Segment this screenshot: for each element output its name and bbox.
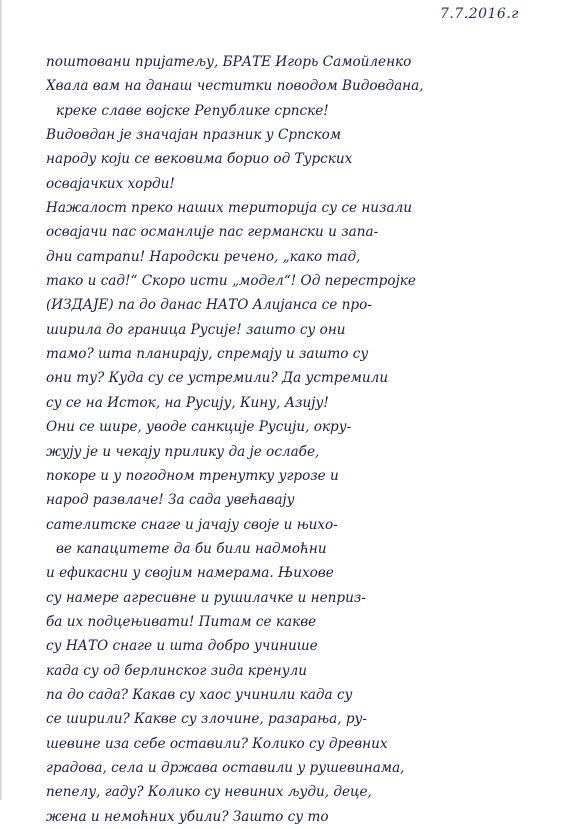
letter-line: Видовдан је значајан празник у Српском xyxy=(46,127,342,144)
letter-line: тамо? шта планирају, спремају и зашто су xyxy=(46,346,369,363)
letter-date: 7.7.2016.г xyxy=(440,6,519,22)
letter-line: поштовани пријатељу, БРАТЕ Игорь Самойленко xyxy=(46,54,412,70)
scan-edge-shadow xyxy=(0,0,3,800)
letter-line: и ефикасни у својим намерама. Њихове xyxy=(46,565,334,582)
letter-line: (ИЗДАЈЕ) па до данас НАТО Алијанса се про- xyxy=(46,297,372,314)
letter-line: су НАТО снаге и шта добро учинише xyxy=(46,638,318,655)
letter-line: ве капацитете да би били надмоћни xyxy=(56,540,327,557)
letter-line: Они се ширe, уводе санкције Русији, окру- xyxy=(46,419,352,436)
letter-body xyxy=(46,50,578,829)
letter-line: народу који се вековима борио од Турских xyxy=(46,151,353,168)
letter-line: градова, села и држава оставили у рушевинама, xyxy=(46,759,405,776)
letter-line: су намере агресивне и рушилачке и неприз- xyxy=(46,589,366,606)
letter-line: шевине иза себе оставили? Колико су древних xyxy=(46,735,388,752)
letter-line: се ширили? Какве су злочине, разарања, ру- xyxy=(46,711,368,728)
letter-line: Хвала вам на данаш честитки поводом Видовдана, xyxy=(46,78,424,95)
letter-line: када су од берлинског зида кренули xyxy=(46,662,308,679)
letter-line: жена и немоћних убили? Зашто су то xyxy=(46,808,329,825)
letter-line: они ту? Куда су се устремили? Да устремили xyxy=(46,370,389,387)
letter-line: сателитске снаге и јачају своје и њихо- xyxy=(46,516,338,533)
letter-line: народ развлаче! За сада увећавају xyxy=(46,492,295,509)
letter-line: ба их подцењивати! Питам се какве xyxy=(46,613,317,630)
letter-line: су се на Исток, на Русију, Кину, Азију! xyxy=(46,394,329,411)
letter-line: креке славе војске Републике српске! xyxy=(56,102,329,119)
letter-line: жују је и чекају прилику да је ослабе, xyxy=(46,443,320,460)
letter-line: освајачи пас османлије пас германски и запа- xyxy=(46,224,379,241)
letter-line: тако и сад!“ Скоро исти „модел“! Од перестројке xyxy=(46,273,416,290)
letter-line: дни сатрапи! Народски речено, „како тад, xyxy=(46,248,361,265)
letter-line: пепелу, гаду? Колико су невиних људи, деце, xyxy=(46,784,372,801)
letter-line: освајачких хорди! xyxy=(46,175,175,192)
letter-line: Нажалост преко наших територија су се низали xyxy=(46,200,412,217)
letter-line: покоре и у погодном тренутку угрозе и xyxy=(46,467,339,484)
letter-line: ширила до граница Русије! зашто су они xyxy=(46,321,346,338)
letter-line: па до сада? Какав су хаос учинили када су xyxy=(46,686,353,703)
